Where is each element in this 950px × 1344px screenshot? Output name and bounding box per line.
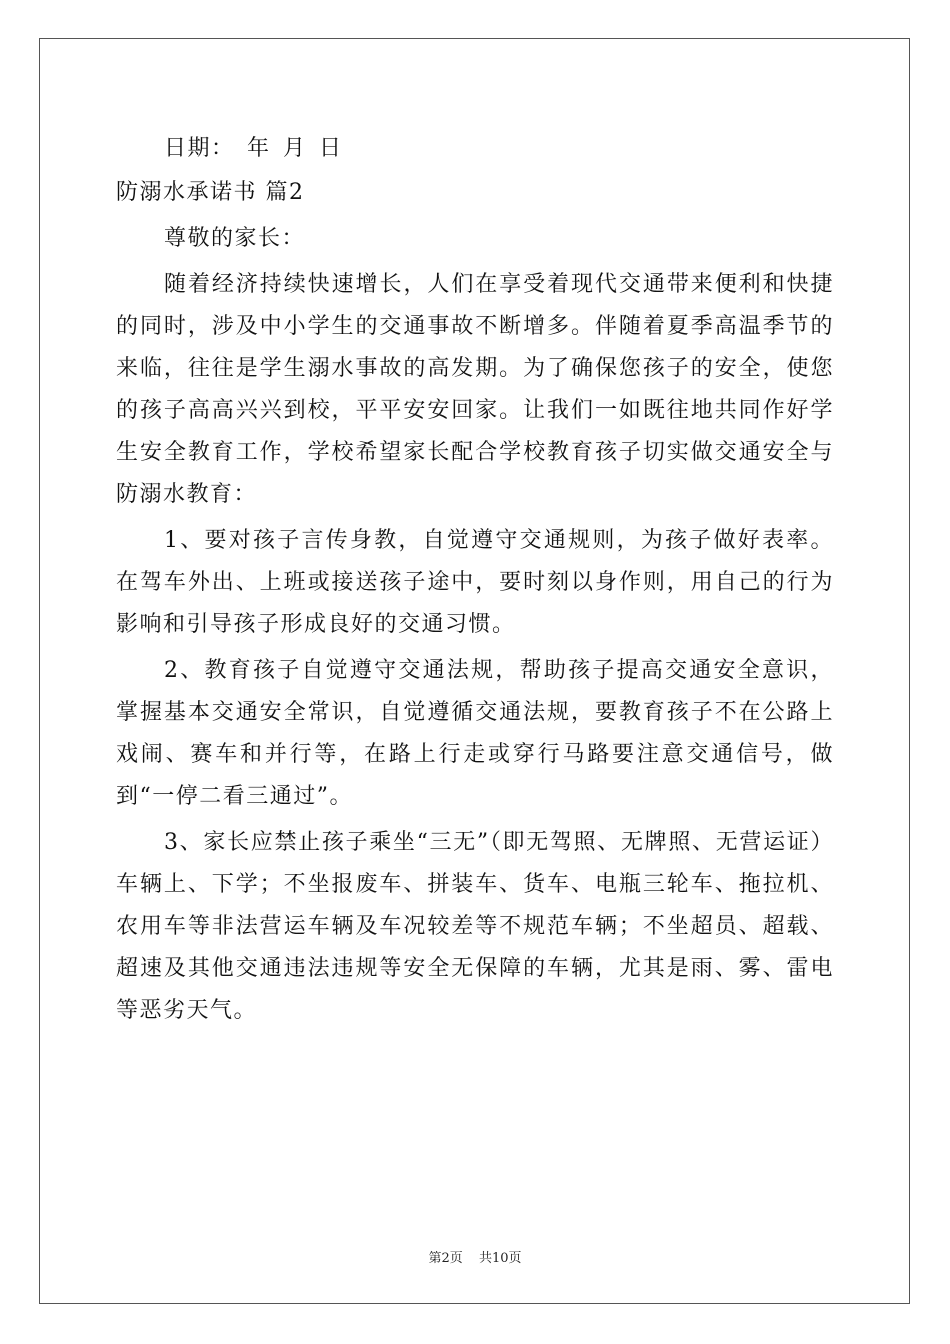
page-total: 共10页 xyxy=(478,1251,522,1266)
date-line: 日期： 年 月 日 xyxy=(164,136,343,161)
greeting: 尊敬的家长： xyxy=(164,226,306,251)
paragraph-item-3: 3、家长应禁止孩子乘坐“三无”（即无驾照、无牌照、无营运证）车辆上、下学；不坐报废车、拼装车、货车、电瓶三轮车、拖拉机、农用车等非法营运车辆及车况较差等不规范车辆；不坐超员、超载、超速及其他交通违法违规等安全无保障的车辆，尤其是雨、雾、雷电等恶劣天气。 xyxy=(116,830,834,1023)
paragraph-intro: 随着经济持续快速增长，人们在享受着现代交通带来便利和快捷的同时，涉及中小学生的交通事故不断增多。伴随着夏季高温季节的来临，往往是学生溺水事故的高发期。为了确保您孩子的安全，使您的孩子高高兴兴到校，平平安安回家。让我们一如既往地共同作好学生安全教育工作，学校希望家长配合学校教育孩子切实做交通安全与防溺水教育： xyxy=(116,272,834,507)
document-title: 防溺水承诺书 篇2 xyxy=(116,180,305,205)
paragraph-item-1: 1、要对孩子言传身教，自觉遵守交通规则，为孩子做好表率。在驾车外出、上班或接送孩子途中，要时刻以身作则，用自己的行为影响和引导孩子形成良好的交通习惯。 xyxy=(116,528,834,637)
page-footer xyxy=(0,1247,950,1266)
page-number: 第2页 xyxy=(428,1251,463,1266)
document-body xyxy=(116,128,834,1032)
paragraph-item-2: 2、教育孩子自觉遵守交通法规，帮助孩子提高交通安全意识，掌握基本交通安全常识，自觉遵循交通法规，要教育孩子不在公路上戏闹、赛车和并行等，在路上行走或穿行马路要注意交通信号，做到“一停二看三通过”。 xyxy=(116,658,834,809)
